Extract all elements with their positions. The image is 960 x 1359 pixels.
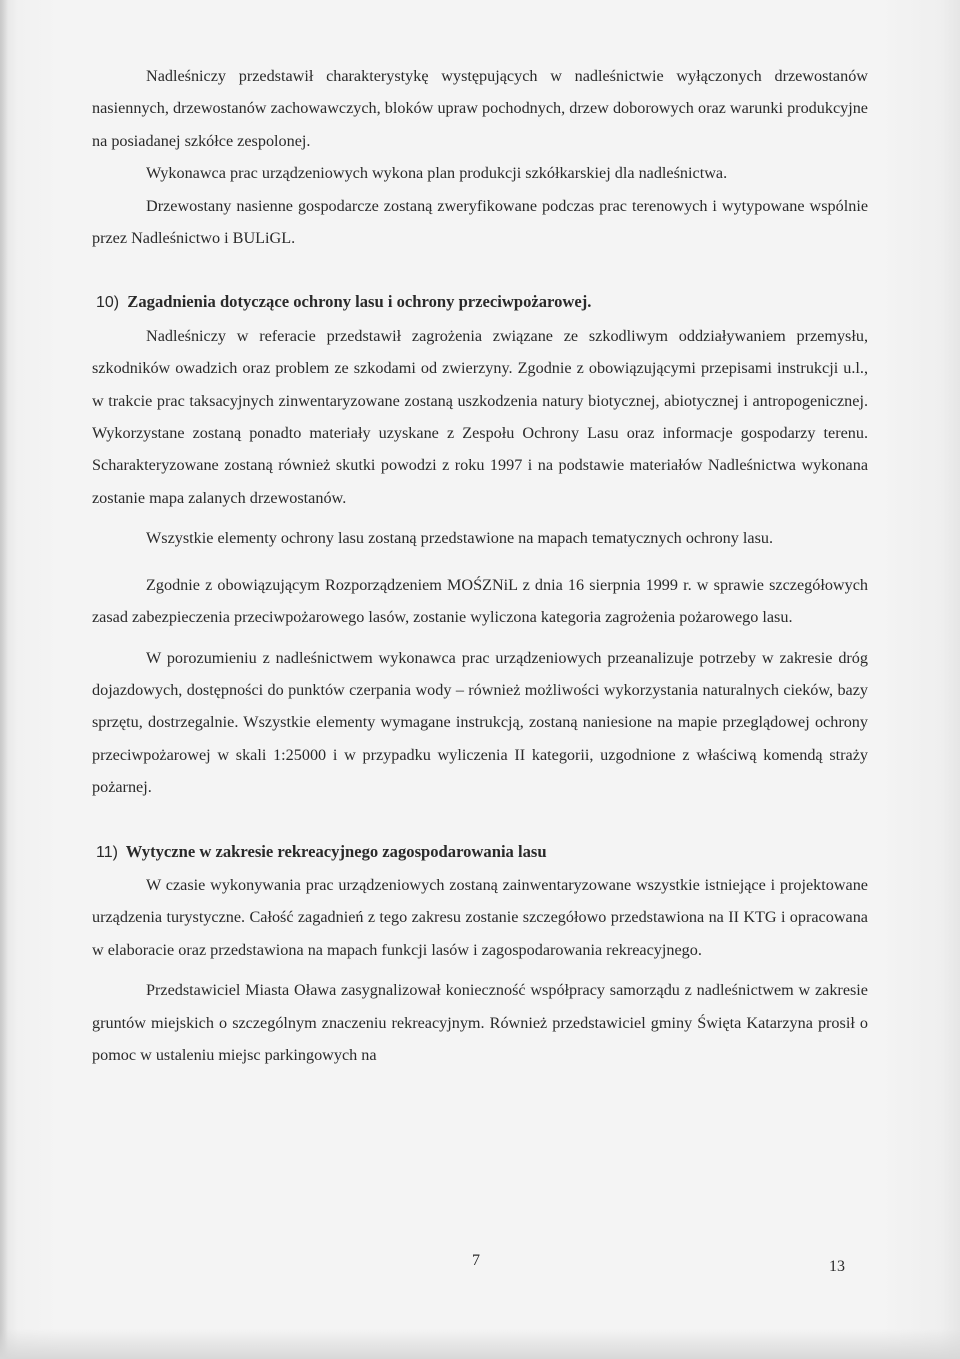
section-title: Zagadnienia dotyczące ochrony lasu i ochrony przeciwpożarowej. — [127, 292, 592, 312]
sheet-number: 13 — [829, 1258, 845, 1275]
page-number: 7 — [472, 1252, 480, 1269]
section-title: Wytyczne w zakresie rekreacyjnego zagospodarowania lasu — [125, 841, 547, 861]
paragraph-threats: Nadleśniczy w referacie przedstawił zagrożenia związane ze szkodliwym oddziaływaniem przemysłu, szkodników owadzich oraz problem ze szkodami od zwierzyny. Zgodnie z obowiązującymi przepisami instrukcji u.l., w trakcie prac taksacyjnych zinwentaryzowane zostaną uszkodzenia natury biotycznej, abiotycznej i antropogenicznej. Wykorzystane zostaną ponadto materiały uzyskane z Zespołu Ochrony Lasu oraz informacje gospodarzy terenu. Scharakteryzowane zostaną również skutki powodzi z roku 1997 i na podstawie materiałów Nadleśnictwa wykonana zostanie mapa zalanych drzewostanów. — [92, 326, 868, 507]
paragraph-seed-stands: Nadleśniczy przedstawił charakterystykę występujących w nadleśnictwie wyłączonych drzewostanów nasiennych, drzewostanów zachowawczych, bloków upraw pochodnych, drzew doborowych oraz warunki produkcyjne na posiadanej szkółce zespolonej. — [92, 67, 868, 150]
section-number: 11) — [96, 843, 118, 861]
section-heading-recreation — [92, 836, 868, 869]
paragraph-city-cooperation: Przedstawiciel Miasta Oława zasygnalizował konieczność współpracy samorządu z nadleśnictwem w zakresie gruntów miejskich o szczególnym znaczeniu rekreacyjnym. Również przedstawiciel gminy Święta Katarzyna prosił o pomoc w ustaleniu miejsc parkingowych na — [92, 981, 868, 1064]
paragraph-fire-regulation: Zgodnie z obowiązującym Rozporządzeniem MOŚZNiL z dnia 16 sierpnia 1999 r. w sprawie szczegółowych zasad zabezpieczenia przeciwpożarowego lasów, zostanie wyliczona kategoria zagrożenia pożarowego lasu. — [92, 575, 868, 627]
document-body — [92, 60, 868, 1071]
paragraph-seed-stands-verification: Drzewostany nasienne gospodarcze zostaną zweryfikowane podczas prac terenowych i wytypowane wspólnie przez Nadleśnictwo i BULiGL. — [92, 196, 868, 248]
section-heading-forest-protection — [92, 286, 868, 319]
paragraph-fire-infrastructure: W porozumieniu z nadleśnictwem wykonawca prac urządzeniowych przeanalizuje potrzeby w zakresie dróg dojazdowych, dostępności do punktów czerpania wody – również możliwości wykorzystania naturalnych cieków, bazy sprzętu, dostrzegalnie. Wszystkie elementy wymagane instrukcją, zostaną naniesione na mapie przeglądowej ochrony przeciwpożarowej w skali 1:25000 i w przypadku wyliczenia II kategorii, uzgodnione z właściwą komendą straży pożarnej. — [92, 648, 868, 797]
paragraph-protection-maps: Wszystkie elementy ochrony lasu zostaną przedstawione na mapach tematycznych ochrony lasu. — [146, 529, 774, 548]
page-shadow — [0, 0, 8, 1359]
page-bottom-edge — [0, 1329, 960, 1359]
paragraph-nursery-plan: Wykonawca prac urządzeniowych wykona plan produkcji szkółkarskiej dla nadleśnictwa. — [146, 164, 728, 183]
section-number: 10) — [96, 294, 120, 312]
paragraph-tourist-facilities: W czasie wykonywania prac urządzeniowych zostaną zainwentaryzowane wszystkie istniejące i projektowane urządzenia turystyczne. Całość zagadnień z tego zakresu zostanie szczegółowo przedstawiona na II KTG i opracowana w elaboracie oraz przedstawiona na mapach funkcji lasów i zagospodarowania rekreacyjnego. — [92, 875, 868, 959]
